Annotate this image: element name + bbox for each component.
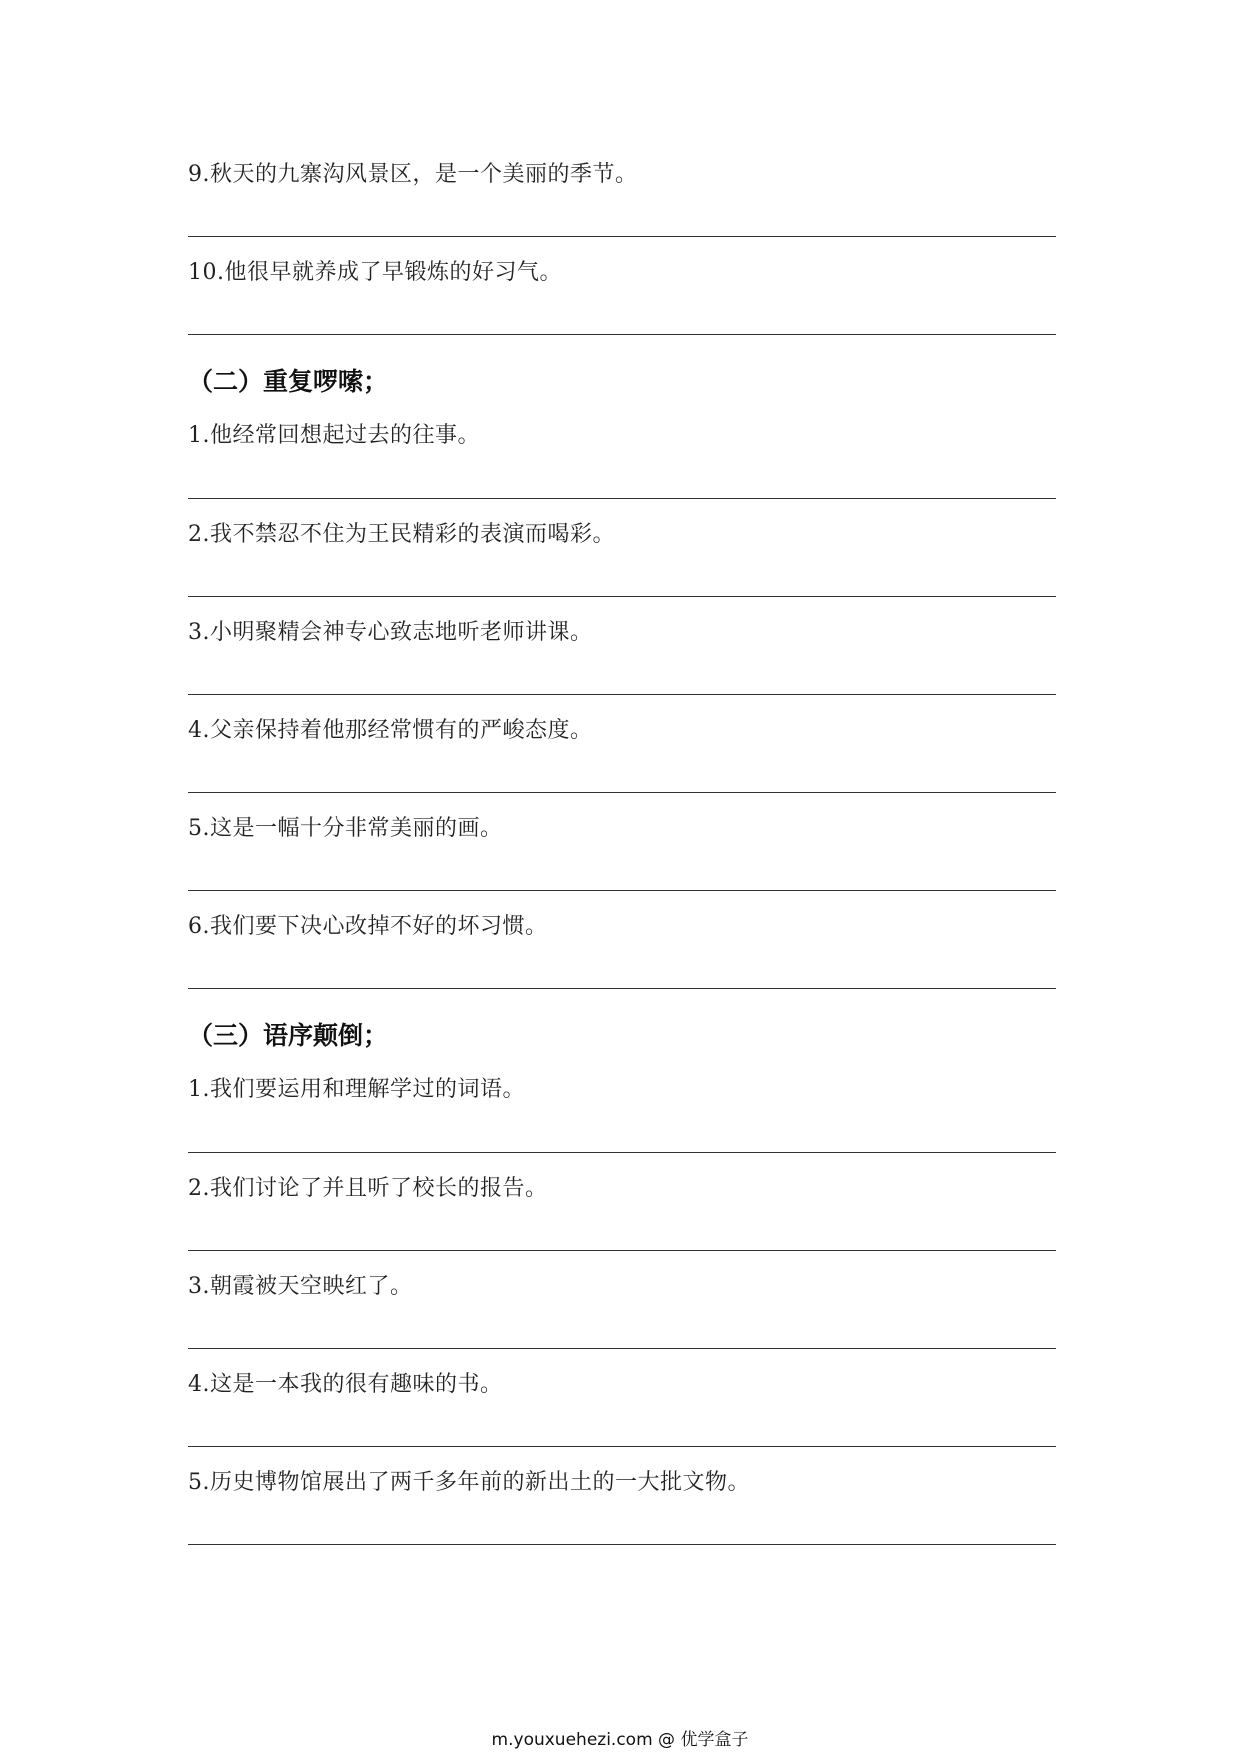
exercise-item: 3.朝霞被天空映红了。 xyxy=(188,1274,413,1299)
answer-line xyxy=(188,334,1056,335)
answer-line xyxy=(188,1348,1056,1349)
answer-line xyxy=(188,1250,1056,1251)
exercise-item: 5.历史博物馆展出了两千多年前的新出土的一大批文物。 xyxy=(188,1470,750,1495)
page-footer: m.youxuehezi.com @ 优学盒子 xyxy=(491,1730,749,1750)
answer-line xyxy=(188,694,1056,695)
section-heading: （二）重复啰嗦； xyxy=(188,367,389,396)
answer-line xyxy=(188,792,1056,793)
exercise-item: 2.我不禁忍不住为王民精彩的表演而喝彩。 xyxy=(188,522,615,547)
exercise-item: 2.我们讨论了并且听了校长的报告。 xyxy=(188,1176,548,1201)
answer-line xyxy=(188,890,1056,891)
answer-line xyxy=(188,1152,1056,1153)
exercise-item: 9.秋天的九寨沟风景区，是一个美丽的季节。 xyxy=(188,162,638,187)
exercise-item: 1.我们要运用和理解学过的词语。 xyxy=(188,1077,525,1102)
answer-line xyxy=(188,236,1056,237)
exercise-item: 5.这是一幅十分非常美丽的画。 xyxy=(188,816,503,841)
answer-line xyxy=(188,596,1056,597)
exercise-item: 4.这是一本我的很有趣味的书。 xyxy=(188,1372,503,1397)
exercise-item: 1.他经常回想起过去的往事。 xyxy=(188,423,480,448)
exercise-item: 10.他很早就养成了早锻炼的好习气。 xyxy=(188,260,562,285)
answer-line xyxy=(188,988,1056,989)
section-heading: （三）语序颠倒； xyxy=(188,1021,389,1050)
answer-line xyxy=(188,498,1056,499)
answer-line xyxy=(188,1544,1056,1545)
exercise-item: 3.小明聚精会神专心致志地听老师讲课。 xyxy=(188,620,593,645)
answer-line xyxy=(188,1446,1056,1447)
exercise-item: 6.我们要下决心改掉不好的坏习惯。 xyxy=(188,914,548,939)
exercise-item: 4.父亲保持着他那经常惯有的严峻态度。 xyxy=(188,718,593,743)
